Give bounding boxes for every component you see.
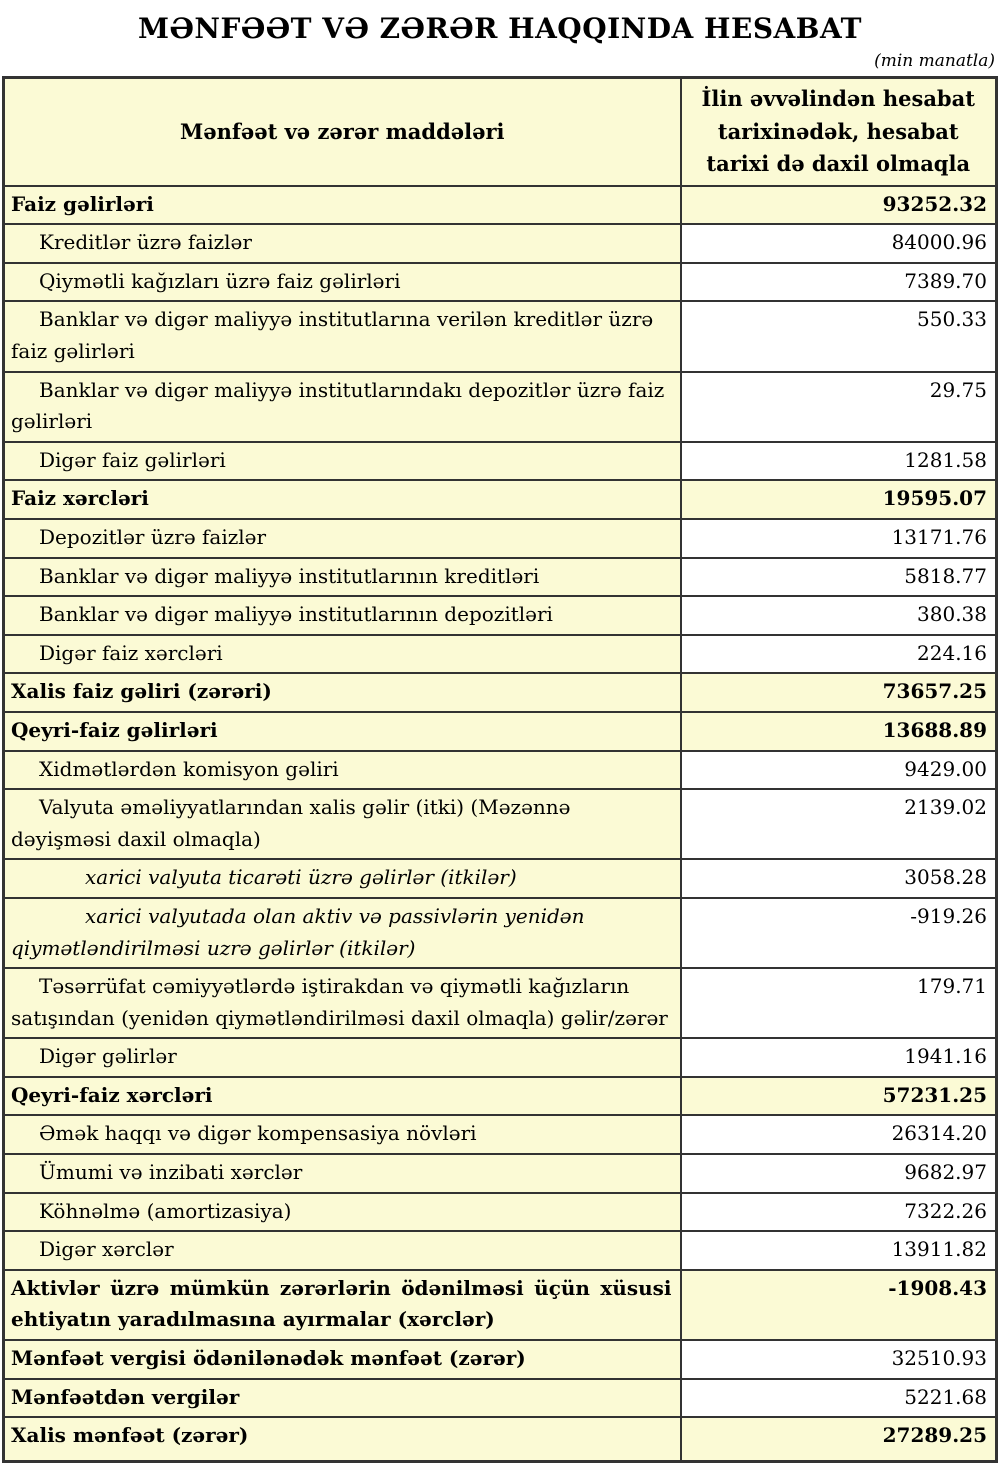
table-row xyxy=(4,301,997,371)
row-label: Banklar və digər maliyyə institutlarındakı depozitlər üzrə faiz gəlirləri xyxy=(4,372,681,442)
row-label: Xalis faiz gəliri (zərəri) xyxy=(4,673,681,712)
row-label: Aktivlər üzrə mümkün zərərlərin ödənilməsi üçün xüsusi ehtiyatın yaradılmasına ayırmalar (xərclər) xyxy=(4,1270,681,1340)
table-row xyxy=(4,1231,997,1270)
row-value: 93252.32 xyxy=(681,186,997,225)
row-label: Mənfəətdən vergilər xyxy=(4,1379,681,1418)
row-value: 224.16 xyxy=(681,635,997,674)
row-label: Digər gəlirlər xyxy=(4,1038,681,1077)
row-value: 5221.68 xyxy=(681,1379,997,1418)
items-column-header: Mənfəət və zərər maddələri xyxy=(4,78,681,186)
row-label: Köhnəlmə (amortizasiya) xyxy=(4,1193,681,1232)
table-row xyxy=(4,263,997,302)
table-row xyxy=(4,1154,997,1193)
row-value: 13688.89 xyxy=(681,712,997,751)
row-value: 3058.28 xyxy=(681,859,997,898)
table-row xyxy=(4,480,997,519)
row-value: 13171.76 xyxy=(681,519,997,558)
row-label: Faiz gəlirləri xyxy=(4,186,681,225)
row-label: Depozitlər üzrə faizlər xyxy=(4,519,681,558)
table-row xyxy=(4,1417,997,1461)
table-row xyxy=(4,635,997,674)
table-header-row xyxy=(4,78,997,186)
row-label: Digər xərclər xyxy=(4,1231,681,1270)
row-label: Əmək haqqı və digər kompensasiya növləri xyxy=(4,1115,681,1154)
row-value: 32510.93 xyxy=(681,1340,997,1379)
period-column-header: İlin əvvəlindən hesabat tarixinədək, hesabat tarixi də daxil olmaqla xyxy=(681,78,997,186)
table-row xyxy=(4,789,997,859)
table-row xyxy=(4,673,997,712)
row-value: 84000.96 xyxy=(681,224,997,263)
table-row xyxy=(4,1115,997,1154)
unit-note: (min manatla) xyxy=(874,51,995,71)
table-row xyxy=(4,1038,997,1077)
row-label: Valyuta əməliyyatlarından xalis gəlir (itki) (Məzənnə dəyişməsi daxil olmaqla) xyxy=(4,789,681,859)
row-label: Qeyri-faiz gəlirləri xyxy=(4,712,681,751)
table-row xyxy=(4,751,997,790)
row-label: Faiz xərcləri xyxy=(4,480,681,519)
table-row xyxy=(4,224,997,263)
row-value: 73657.25 xyxy=(681,673,997,712)
row-label: Banklar və digər maliyyə institutlarının kreditləri xyxy=(4,558,681,597)
row-label: Təsərrüfat cəmiyyətlərdə iştirakdan və qiymətli kağızların satışından (yenidən qiymətləndirilməsi daxil olmaqla) gəlir/zərər xyxy=(4,968,681,1038)
row-value: 9682.97 xyxy=(681,1154,997,1193)
row-value: 5818.77 xyxy=(681,558,997,597)
row-value: 179.71 xyxy=(681,968,997,1038)
row-label: Xalis mənfəət (zərər) xyxy=(4,1417,681,1461)
row-value: 7389.70 xyxy=(681,263,997,302)
table-row xyxy=(4,712,997,751)
row-label: Banklar və digər maliyyə institutlarına verilən kreditlər üzrə faiz gəlirləri xyxy=(4,301,681,371)
table-row xyxy=(4,372,997,442)
table-row xyxy=(4,1340,997,1379)
table-row xyxy=(4,968,997,1038)
row-label: Kreditlər üzrə faizlər xyxy=(4,224,681,263)
row-value: 1281.58 xyxy=(681,442,997,481)
table-row xyxy=(4,186,997,225)
row-label: Qeyri-faiz xərcləri xyxy=(4,1077,681,1116)
row-value: 2139.02 xyxy=(681,789,997,859)
table-row xyxy=(4,1193,997,1232)
table-row xyxy=(4,1270,997,1340)
row-value: 57231.25 xyxy=(681,1077,997,1116)
table-body xyxy=(4,186,997,1462)
row-value: 380.38 xyxy=(681,596,997,635)
row-label: Mənfəət vergisi ödənilənədək mənfəət (zərər) xyxy=(4,1340,681,1379)
row-label: xarici valyuta ticarəti üzrə gəlirlər (itkilər) xyxy=(4,859,681,898)
row-value: 19595.07 xyxy=(681,480,997,519)
table-row xyxy=(4,596,997,635)
table-row xyxy=(4,898,997,968)
row-label: Ümumi və inzibati xərclər xyxy=(4,1154,681,1193)
row-value: -1908.43 xyxy=(681,1270,997,1340)
table-row xyxy=(4,519,997,558)
table-row xyxy=(4,558,997,597)
row-value: 9429.00 xyxy=(681,751,997,790)
row-value: 26314.20 xyxy=(681,1115,997,1154)
row-value: 27289.25 xyxy=(681,1417,997,1461)
table-row xyxy=(4,1077,997,1116)
row-label: xarici valyutada olan aktiv və passivlərin yenidən qiymətləndirilməsi uzrə gəlirlər (itkilər) xyxy=(4,898,681,968)
row-label: Xidmətlərdən komisyon gəliri xyxy=(4,751,681,790)
table-row xyxy=(4,1379,997,1418)
report-page xyxy=(0,12,1000,1463)
table-row xyxy=(4,442,997,481)
page-title: MƏNFƏƏT VƏ ZƏRƏR HAQQINDA HESABAT xyxy=(138,12,862,45)
row-label: Qiymətli kağızları üzrə faiz gəlirləri xyxy=(4,263,681,302)
profit-loss-table xyxy=(2,76,998,1463)
row-label: Digər faiz gəlirləri xyxy=(4,442,681,481)
row-label: Banklar və digər maliyyə institutlarının depozitləri xyxy=(4,596,681,635)
row-value: -919.26 xyxy=(681,898,997,968)
row-label: Digər faiz xərcləri xyxy=(4,635,681,674)
table-row xyxy=(4,859,997,898)
row-value: 29.75 xyxy=(681,372,997,442)
row-value: 550.33 xyxy=(681,301,997,371)
row-value: 13911.82 xyxy=(681,1231,997,1270)
row-value: 7322.26 xyxy=(681,1193,997,1232)
row-value: 1941.16 xyxy=(681,1038,997,1077)
